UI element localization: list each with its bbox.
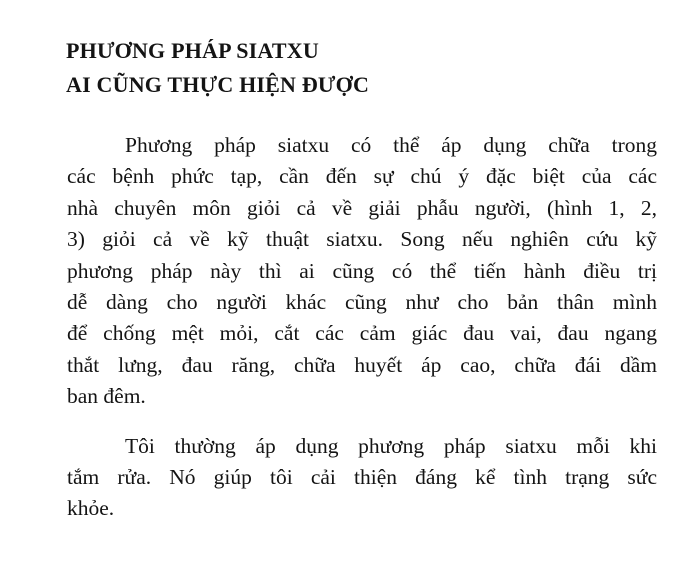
text-line: 3) giỏi cả về kỹ thuật siatxu. Song nếu nghiên cứu kỹ — [67, 227, 657, 252]
heading-line-2: AI CŨNG THỰC HIỆN ĐƯỢC — [66, 72, 370, 97]
heading-line-1: PHƯƠNG PHÁP SIATXU — [66, 38, 319, 63]
paragraph-1 — [67, 130, 657, 413]
text-line: dễ dàng cho người khác cũng như cho bản thân mình — [67, 290, 657, 315]
text-line: ban đêm. — [67, 384, 146, 409]
text-line: Phương pháp siatxu có thể áp dụng chữa trong — [125, 133, 657, 157]
text-line: tắm rửa. Nó giúp tôi cải thiện đáng kể tình trạng sức — [67, 465, 657, 490]
text-line: thắt lưng, đau răng, chữa huyết áp cao, chữa đái dầm — [67, 352, 657, 377]
text-line: khỏe. — [67, 496, 115, 521]
section-heading — [66, 34, 369, 102]
text-line: các bệnh phức tạp, cần đến sự chú ý đặc biệt của các — [67, 164, 657, 189]
text-line: nhà chuyên môn giỏi cả về giải phẫu người, (hình 1, 2, — [67, 195, 657, 220]
text-line: Tôi thường áp dụng phương pháp siatxu mỗi khi — [125, 433, 657, 458]
text-line: phương pháp này thì ai cũng có thể tiến hành điều trị — [67, 258, 657, 283]
text-line: để chống mệt mỏi, cắt các cảm giác đau vai, đau ngang — [67, 321, 657, 346]
paragraph-2 — [67, 431, 657, 525]
body-text — [67, 130, 657, 525]
